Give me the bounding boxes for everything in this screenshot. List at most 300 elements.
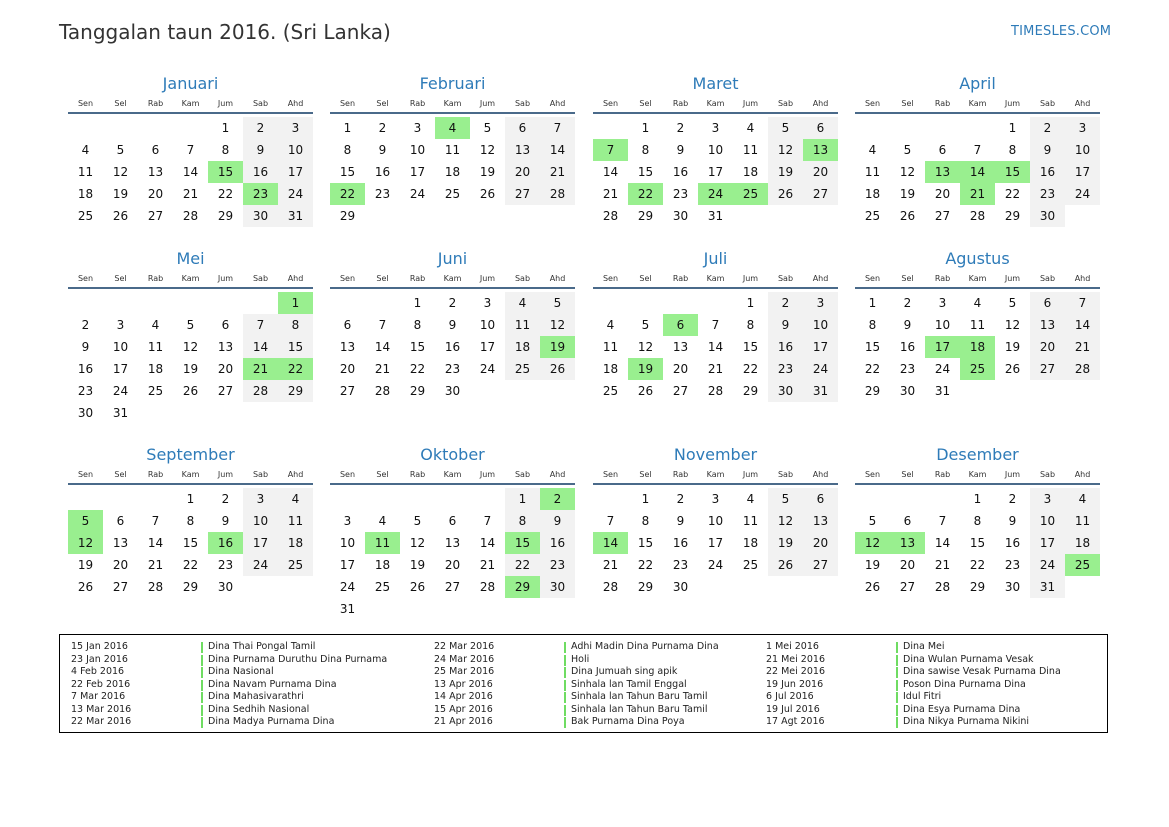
day-cell[interactable]: 28 [707, 384, 724, 398]
day-cell[interactable]: 21 [540, 161, 575, 183]
day-cell[interactable]: 28 [1065, 358, 1100, 380]
day-cell[interactable]: 5 [116, 143, 125, 157]
day-cell[interactable]: 23 [899, 362, 916, 376]
day-cell[interactable]: 4 [746, 121, 755, 135]
day-cell[interactable]: 20 [147, 187, 164, 201]
day-cell[interactable]: 1 [186, 492, 195, 506]
day-cell[interactable]: 28 [602, 209, 619, 223]
day-cell[interactable]: 15 [969, 536, 986, 550]
day-cell[interactable]: 12 [112, 165, 129, 179]
day-cell[interactable]: 13 [803, 510, 838, 532]
day-cell[interactable]: 11 [742, 514, 759, 528]
day-cell[interactable]: 11 [77, 165, 94, 179]
day-cell[interactable]: 14 [960, 161, 995, 183]
day-cell[interactable]: 13 [505, 139, 540, 161]
day-cell[interactable]: 18 [742, 165, 759, 179]
day-cell[interactable]: 16 [899, 340, 916, 354]
day-cell[interactable]: 29 [969, 580, 986, 594]
day-cell[interactable]: 22 [330, 183, 365, 205]
day-cell[interactable]: 8 [505, 510, 540, 532]
day-cell[interactable]: 30 [243, 205, 278, 227]
day-cell[interactable]: 7 [378, 318, 387, 332]
day-cell[interactable]: 28 [540, 183, 575, 205]
day-cell[interactable]: 2 [378, 121, 387, 135]
day-cell[interactable]: 22 [637, 558, 654, 572]
day-cell[interactable]: 4 [973, 296, 982, 310]
day-cell[interactable]: 26 [182, 384, 199, 398]
day-cell[interactable]: 4 [746, 492, 755, 506]
day-cell[interactable]: 4 [435, 117, 470, 139]
day-cell[interactable]: 12 [768, 139, 803, 161]
day-cell[interactable]: 15 [864, 340, 881, 354]
day-cell[interactable]: 22 [628, 183, 663, 205]
day-cell[interactable]: 16 [540, 532, 575, 554]
day-cell[interactable]: 15 [505, 532, 540, 554]
day-cell[interactable]: 30 [444, 384, 461, 398]
day-cell[interactable]: 30 [672, 580, 689, 594]
day-cell[interactable]: 26 [864, 580, 881, 594]
day-cell[interactable]: 3 [243, 488, 278, 510]
day-cell[interactable]: 7 [711, 318, 720, 332]
day-cell[interactable]: 29 [637, 209, 654, 223]
day-cell[interactable]: 6 [1030, 292, 1065, 314]
day-cell[interactable]: 31 [339, 602, 356, 616]
day-cell[interactable]: 8 [868, 318, 877, 332]
day-cell[interactable]: 17 [707, 536, 724, 550]
day-cell[interactable]: 10 [243, 510, 278, 532]
day-cell[interactable]: 4 [81, 143, 90, 157]
day-cell[interactable]: 19 [899, 187, 916, 201]
day-cell[interactable]: 17 [112, 362, 129, 376]
day-cell[interactable]: 19 [409, 558, 426, 572]
day-cell[interactable]: 13 [890, 532, 925, 554]
day-cell[interactable]: 11 [365, 532, 400, 554]
day-cell[interactable]: 5 [186, 318, 195, 332]
day-cell[interactable]: 8 [641, 143, 650, 157]
day-cell[interactable]: 18 [742, 536, 759, 550]
day-cell[interactable]: 17 [243, 532, 278, 554]
day-cell[interactable]: 30 [540, 576, 575, 598]
day-cell[interactable]: 6 [663, 314, 698, 336]
day-cell[interactable]: 12 [68, 532, 103, 554]
day-cell[interactable]: 4 [606, 318, 615, 332]
day-cell[interactable]: 1 [505, 488, 540, 510]
day-cell[interactable]: 13 [1030, 314, 1065, 336]
day-cell[interactable]: 29 [182, 580, 199, 594]
day-cell[interactable]: 28 [243, 380, 278, 402]
day-cell[interactable]: 5 [768, 488, 803, 510]
day-cell[interactable]: 25 [374, 580, 391, 594]
day-cell[interactable]: 21 [374, 362, 391, 376]
day-cell[interactable]: 22 [742, 362, 759, 376]
day-cell[interactable]: 3 [278, 117, 313, 139]
day-cell[interactable]: 9 [1030, 139, 1065, 161]
day-cell[interactable]: 19 [768, 161, 803, 183]
day-cell[interactable]: 21 [182, 187, 199, 201]
day-cell[interactable]: 9 [378, 143, 387, 157]
day-cell[interactable]: 28 [934, 580, 951, 594]
day-cell[interactable]: 8 [186, 514, 195, 528]
day-cell[interactable]: 22 [182, 558, 199, 572]
day-cell[interactable]: 11 [278, 510, 313, 532]
day-cell[interactable]: 1 [868, 296, 877, 310]
day-cell[interactable]: 5 [483, 121, 492, 135]
day-cell[interactable]: 25 [444, 187, 461, 201]
day-cell[interactable]: 2 [903, 296, 912, 310]
day-cell[interactable]: 5 [641, 318, 650, 332]
day-cell[interactable]: 7 [483, 514, 492, 528]
day-cell[interactable]: 9 [676, 143, 685, 157]
day-cell[interactable]: 1 [641, 121, 650, 135]
day-cell[interactable]: 29 [505, 576, 540, 598]
day-cell[interactable]: 26 [77, 580, 94, 594]
day-cell[interactable]: 12 [182, 340, 199, 354]
day-cell[interactable]: 26 [479, 187, 496, 201]
day-cell[interactable]: 11 [742, 143, 759, 157]
day-cell[interactable]: 12 [409, 536, 426, 550]
day-cell[interactable]: 24 [803, 358, 838, 380]
day-cell[interactable]: 1 [1008, 121, 1017, 135]
day-cell[interactable]: 14 [593, 532, 628, 554]
day-cell[interactable]: 23 [540, 554, 575, 576]
day-cell[interactable]: 7 [1065, 292, 1100, 314]
day-cell[interactable]: 27 [217, 384, 234, 398]
day-cell[interactable]: 16 [77, 362, 94, 376]
day-cell[interactable]: 5 [540, 292, 575, 314]
day-cell[interactable]: 29 [278, 380, 313, 402]
day-cell[interactable]: 13 [672, 340, 689, 354]
day-cell[interactable]: 18 [147, 362, 164, 376]
day-cell[interactable]: 10 [803, 314, 838, 336]
day-cell[interactable]: 10 [1030, 510, 1065, 532]
day-cell[interactable]: 27 [1030, 358, 1065, 380]
day-cell[interactable]: 19 [1004, 340, 1021, 354]
day-cell[interactable]: 9 [540, 510, 575, 532]
day-cell[interactable]: 25 [602, 384, 619, 398]
day-cell[interactable]: 10 [479, 318, 496, 332]
day-cell[interactable]: 1 [343, 121, 352, 135]
day-cell[interactable]: 4 [151, 318, 160, 332]
day-cell[interactable]: 8 [343, 143, 352, 157]
day-cell[interactable]: 13 [444, 536, 461, 550]
day-cell[interactable]: 29 [409, 384, 426, 398]
day-cell[interactable]: 28 [374, 384, 391, 398]
day-cell[interactable]: 10 [278, 139, 313, 161]
day-cell[interactable]: 26 [1004, 362, 1021, 376]
day-cell[interactable]: 24 [278, 183, 313, 205]
day-cell[interactable]: 5 [868, 514, 877, 528]
day-cell[interactable]: 6 [903, 514, 912, 528]
day-cell[interactable]: 14 [707, 340, 724, 354]
day-cell[interactable]: 3 [711, 492, 720, 506]
day-cell[interactable]: 31 [112, 406, 129, 420]
day-cell[interactable]: 20 [803, 161, 838, 183]
day-cell[interactable]: 4 [278, 488, 313, 510]
day-cell[interactable]: 15 [637, 536, 654, 550]
day-cell[interactable]: 20 [803, 532, 838, 554]
day-cell[interactable]: 15 [208, 161, 243, 183]
day-cell[interactable]: 20 [934, 187, 951, 201]
day-cell[interactable]: 13 [147, 165, 164, 179]
day-cell[interactable]: 9 [81, 340, 90, 354]
day-cell[interactable]: 21 [147, 558, 164, 572]
day-cell[interactable]: 24 [112, 384, 129, 398]
day-cell[interactable]: 20 [1030, 336, 1065, 358]
day-cell[interactable]: 26 [768, 554, 803, 576]
day-cell[interactable]: 17 [278, 161, 313, 183]
day-cell[interactable]: 2 [448, 296, 457, 310]
day-cell[interactable]: 27 [672, 384, 689, 398]
day-cell[interactable]: 13 [803, 139, 838, 161]
day-cell[interactable]: 10 [1065, 139, 1100, 161]
day-cell[interactable]: 23 [444, 362, 461, 376]
day-cell[interactable]: 27 [899, 580, 916, 594]
day-cell[interactable]: 11 [505, 314, 540, 336]
day-cell[interactable]: 25 [77, 209, 94, 223]
day-cell[interactable]: 16 [672, 165, 689, 179]
day-cell[interactable]: 11 [602, 340, 619, 354]
day-cell[interactable]: 26 [637, 384, 654, 398]
day-cell[interactable]: 26 [768, 183, 803, 205]
day-cell[interactable]: 24 [934, 362, 951, 376]
day-cell[interactable]: 11 [444, 143, 461, 157]
day-cell[interactable]: 1 [746, 296, 755, 310]
day-cell[interactable]: 2 [1008, 492, 1017, 506]
day-cell[interactable]: 3 [1030, 488, 1065, 510]
day-cell[interactable]: 14 [934, 536, 951, 550]
day-cell[interactable]: 27 [112, 580, 129, 594]
day-cell[interactable]: 7 [186, 143, 195, 157]
day-cell[interactable]: 24 [707, 558, 724, 572]
day-cell[interactable]: 31 [278, 205, 313, 227]
day-cell[interactable]: 2 [1030, 117, 1065, 139]
day-cell[interactable]: 12 [855, 532, 890, 554]
day-cell[interactable]: 3 [803, 292, 838, 314]
day-cell[interactable]: 25 [147, 384, 164, 398]
day-cell[interactable]: 29 [1004, 209, 1021, 223]
day-cell[interactable]: 16 [768, 336, 803, 358]
day-cell[interactable]: 30 [1004, 580, 1021, 594]
day-cell[interactable]: 31 [707, 209, 724, 223]
day-cell[interactable]: 20 [339, 362, 356, 376]
day-cell[interactable]: 11 [969, 318, 986, 332]
day-cell[interactable]: 4 [378, 514, 387, 528]
day-cell[interactable]: 5 [413, 514, 422, 528]
day-cell[interactable]: 27 [505, 183, 540, 205]
day-cell[interactable]: 14 [479, 536, 496, 550]
day-cell[interactable]: 25 [1065, 554, 1100, 576]
day-cell[interactable]: 3 [938, 296, 947, 310]
day-cell[interactable]: 18 [505, 336, 540, 358]
day-cell[interactable]: 21 [1065, 336, 1100, 358]
day-cell[interactable]: 19 [768, 532, 803, 554]
day-cell[interactable]: 1 [973, 492, 982, 506]
day-cell[interactable]: 6 [803, 488, 838, 510]
day-cell[interactable]: 30 [217, 580, 234, 594]
day-cell[interactable]: 12 [1004, 318, 1021, 332]
day-cell[interactable]: 5 [903, 143, 912, 157]
day-cell[interactable]: 17 [409, 165, 426, 179]
day-cell[interactable]: 25 [960, 358, 995, 380]
day-cell[interactable]: 24 [339, 580, 356, 594]
day-cell[interactable]: 7 [606, 514, 615, 528]
day-cell[interactable]: 22 [1004, 187, 1021, 201]
day-cell[interactable]: 14 [602, 165, 619, 179]
day-cell[interactable]: 17 [479, 340, 496, 354]
day-cell[interactable]: 20 [505, 161, 540, 183]
day-cell[interactable]: 1 [413, 296, 422, 310]
day-cell[interactable]: 24 [243, 554, 278, 576]
day-cell[interactable]: 11 [147, 340, 164, 354]
day-cell[interactable]: 26 [409, 580, 426, 594]
day-cell[interactable]: 3 [413, 121, 422, 135]
day-cell[interactable]: 24 [1065, 183, 1100, 205]
day-cell[interactable]: 21 [479, 558, 496, 572]
day-cell[interactable]: 21 [602, 558, 619, 572]
day-cell[interactable]: 22 [969, 558, 986, 572]
day-cell[interactable]: 2 [243, 117, 278, 139]
day-cell[interactable]: 28 [147, 580, 164, 594]
day-cell[interactable]: 24 [1030, 554, 1065, 576]
day-cell[interactable]: 22 [864, 362, 881, 376]
day-cell[interactable]: 20 [112, 558, 129, 572]
day-cell[interactable]: 23 [672, 558, 689, 572]
day-cell[interactable]: 13 [217, 340, 234, 354]
day-cell[interactable]: 15 [409, 340, 426, 354]
day-cell[interactable]: 23 [374, 187, 391, 201]
day-cell[interactable]: 8 [746, 318, 755, 332]
day-cell[interactable]: 18 [444, 165, 461, 179]
day-cell[interactable]: 27 [147, 209, 164, 223]
day-cell[interactable]: 9 [448, 318, 457, 332]
day-cell[interactable]: 23 [217, 558, 234, 572]
day-cell[interactable]: 2 [221, 492, 230, 506]
day-cell[interactable]: 18 [960, 336, 995, 358]
day-cell[interactable]: 18 [278, 532, 313, 554]
day-cell[interactable]: 28 [969, 209, 986, 223]
day-cell[interactable]: 14 [182, 165, 199, 179]
day-cell[interactable]: 21 [960, 183, 995, 205]
day-cell[interactable]: 10 [112, 340, 129, 354]
day-cell[interactable]: 19 [182, 362, 199, 376]
day-cell[interactable]: 2 [540, 488, 575, 510]
day-cell[interactable]: 21 [602, 187, 619, 201]
day-cell[interactable]: 29 [217, 209, 234, 223]
day-cell[interactable]: 9 [1008, 514, 1017, 528]
day-cell[interactable]: 17 [707, 165, 724, 179]
day-cell[interactable]: 16 [672, 536, 689, 550]
day-cell[interactable]: 4 [505, 292, 540, 314]
day-cell[interactable]: 24 [698, 183, 733, 205]
day-cell[interactable]: 27 [803, 183, 838, 205]
day-cell[interactable]: 9 [903, 318, 912, 332]
day-cell[interactable]: 8 [973, 514, 982, 528]
day-cell[interactable]: 31 [803, 380, 838, 402]
day-cell[interactable]: 7 [243, 314, 278, 336]
day-cell[interactable]: 11 [1065, 510, 1100, 532]
day-cell[interactable]: 30 [768, 380, 803, 402]
day-cell[interactable]: 20 [899, 558, 916, 572]
day-cell[interactable]: 20 [444, 558, 461, 572]
day-cell[interactable]: 7 [593, 139, 628, 161]
day-cell[interactable]: 4 [1065, 488, 1100, 510]
day-cell[interactable]: 8 [413, 318, 422, 332]
day-cell[interactable]: 21 [243, 358, 278, 380]
day-cell[interactable]: 8 [221, 143, 230, 157]
day-cell[interactable]: 25 [278, 554, 313, 576]
day-cell[interactable]: 23 [77, 384, 94, 398]
day-cell[interactable]: 4 [868, 143, 877, 157]
day-cell[interactable]: 14 [374, 340, 391, 354]
day-cell[interactable]: 14 [147, 536, 164, 550]
day-cell[interactable]: 23 [1030, 183, 1065, 205]
day-cell[interactable]: 25 [733, 183, 768, 205]
day-cell[interactable]: 17 [1065, 161, 1100, 183]
day-cell[interactable]: 30 [77, 406, 94, 420]
day-cell[interactable]: 18 [602, 362, 619, 376]
day-cell[interactable]: 19 [628, 358, 663, 380]
day-cell[interactable]: 14 [540, 139, 575, 161]
day-cell[interactable]: 6 [803, 117, 838, 139]
day-cell[interactable]: 9 [768, 314, 803, 336]
day-cell[interactable]: 20 [217, 362, 234, 376]
day-cell[interactable]: 2 [768, 292, 803, 314]
day-cell[interactable]: 24 [479, 362, 496, 376]
day-cell[interactable]: 6 [448, 514, 457, 528]
day-cell[interactable]: 6 [343, 318, 352, 332]
day-cell[interactable]: 13 [112, 536, 129, 550]
day-cell[interactable]: 31 [1030, 576, 1065, 598]
day-cell[interactable]: 30 [1030, 205, 1065, 227]
day-cell[interactable]: 3 [711, 121, 720, 135]
day-cell[interactable]: 13 [925, 161, 960, 183]
day-cell[interactable]: 12 [768, 510, 803, 532]
day-cell[interactable]: 10 [339, 536, 356, 550]
day-cell[interactable]: 17 [1030, 532, 1065, 554]
day-cell[interactable]: 16 [374, 165, 391, 179]
day-cell[interactable]: 3 [1065, 117, 1100, 139]
day-cell[interactable]: 2 [676, 492, 685, 506]
day-cell[interactable]: 8 [1008, 143, 1017, 157]
day-cell[interactable]: 25 [864, 209, 881, 223]
day-cell[interactable]: 30 [672, 209, 689, 223]
day-cell[interactable]: 21 [707, 362, 724, 376]
day-cell[interactable]: 22 [505, 554, 540, 576]
day-cell[interactable]: 26 [540, 358, 575, 380]
brand-link[interactable]: TIMESLES.COM [1011, 24, 1112, 39]
day-cell[interactable]: 16 [1004, 536, 1021, 550]
day-cell[interactable]: 16 [208, 532, 243, 554]
day-cell[interactable]: 6 [151, 143, 160, 157]
day-cell[interactable]: 26 [899, 209, 916, 223]
day-cell[interactable]: 7 [973, 143, 982, 157]
day-cell[interactable]: 21 [934, 558, 951, 572]
day-cell[interactable]: 8 [278, 314, 313, 336]
day-cell[interactable]: 23 [672, 187, 689, 201]
day-cell[interactable]: 28 [602, 580, 619, 594]
day-cell[interactable]: 29 [339, 209, 356, 223]
day-cell[interactable]: 15 [995, 161, 1030, 183]
day-cell[interactable]: 25 [505, 358, 540, 380]
day-cell[interactable]: 22 [409, 362, 426, 376]
day-cell[interactable]: 5 [68, 510, 103, 532]
day-cell[interactable]: 18 [1065, 532, 1100, 554]
day-cell[interactable]: 1 [221, 121, 230, 135]
day-cell[interactable]: 18 [77, 187, 94, 201]
day-cell[interactable]: 11 [864, 165, 881, 179]
day-cell[interactable]: 10 [409, 143, 426, 157]
day-cell[interactable]: 23 [768, 358, 803, 380]
